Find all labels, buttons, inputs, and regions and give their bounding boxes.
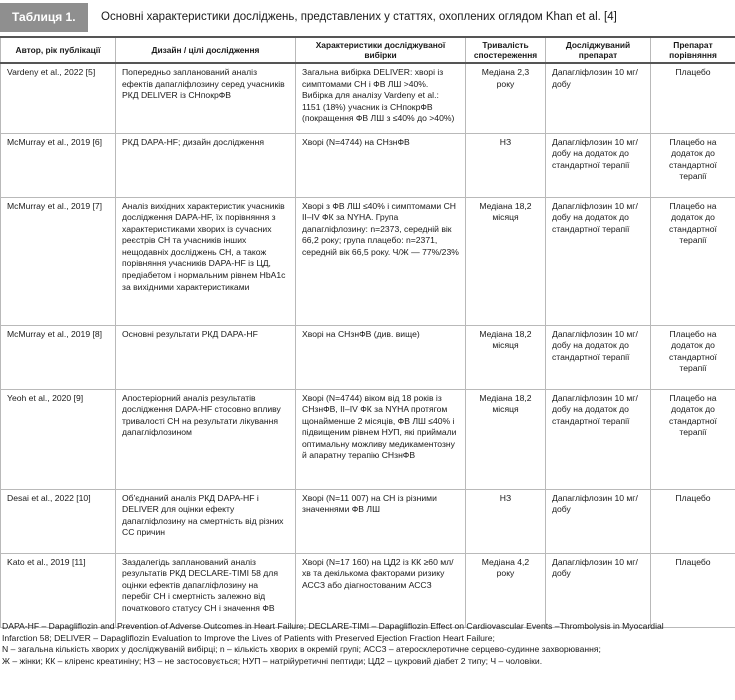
cell-comparator: Плацебо на додаток до стандартної терапії xyxy=(651,133,735,197)
cell-drug: Дапагліфлозин 10 мг/добу на додаток до стандартної терапії xyxy=(546,389,651,489)
table-header-row xyxy=(1,37,735,63)
footnote-line: N – загальна кількість хворих у досліджуваній вибірці; n – кількість хворих в окремій групі; АССЗ – атеросклеротичне серцево-судинне захворювання; xyxy=(2,644,601,655)
cell-population: Хворі (N=4744) віком від 18 років із СНзнФВ, II–IV ФК за NYHA протягом щонайменше 2 місяців, ФВ ЛШ ≤40% і підвищеним рівнем НУП, які приймали оптимальну можливу медикаментозну й апаратну терапію СНзнФВ xyxy=(296,389,466,489)
cell-author: Desai et al., 2022 [10] xyxy=(1,489,116,553)
cell-design: Апостеріорний аналіз результатів дослідження DAPA-HF стосовно впливу тривалості СН на результати лікування дапагліфлозином xyxy=(116,389,296,489)
cell-design: Заздалегідь запланований аналіз результатів РКД DECLARE-TIMI 58 для оцінки ефектів дапагліфлозину на перебіг СН і смертність залежно від початкового статусу СН і значення ФВ xyxy=(116,553,296,627)
cell-comparator: Плацебо xyxy=(651,553,735,627)
table-row xyxy=(1,197,735,325)
cell-author: McMurray et al., 2019 [7] xyxy=(1,197,116,325)
header-drug: Досліджуваний препарат xyxy=(546,37,651,63)
cell-author: Yeoh et al., 2020 [9] xyxy=(1,389,116,489)
table-row xyxy=(1,389,735,489)
footnote-line: DAPA-HF – Dapagliflozin and Prevention of Adverse Outcomes in Heart Failure; DECLARE-TIMI – Dapagliflozin Effect on Cardiovascular Events –Thrombolysis in Myocardial xyxy=(2,621,664,631)
table-row xyxy=(1,325,735,389)
table-row xyxy=(1,553,735,627)
cell-duration: НЗ xyxy=(466,489,546,553)
cell-design: Аналіз вихідних характеристик учасників дослідження DAPA-HF, їх порівняння з характеристиками хворих із сучасних реєстрів СН та учасників інших нещодавніх досліджень СН, а також порівняння учасників DAPA-HF із ЦД, предіабетом і нормальним рівнем HbA1c за вихідними характеристиками xyxy=(116,197,296,325)
table-row xyxy=(1,133,735,197)
cell-comparator: Плацебо xyxy=(651,63,735,133)
table-row xyxy=(1,63,735,133)
cell-population: Хворі з ФВ ЛШ ≤40% і симптомами СН II–IV ФК за NYHA. Група дапагліфлозину: n=2373, середній вік 66,2 року; група плацебо: n=2371, середній вік 66,5 року. Ч/Ж — 77%/23% xyxy=(296,197,466,325)
cell-design: Об'єднаний аналіз РКД DAPA-HF і DELIVER для оцінки ефекту дапагліфлозину на смертність від різних СС причин xyxy=(116,489,296,553)
table-footnotes xyxy=(0,621,735,667)
cell-population: Хворі на СНзнФВ (див. вище) xyxy=(296,325,466,389)
cell-drug: Дапагліфлозин 10 мг/добу xyxy=(546,63,651,133)
cell-duration: Медіана 2,3 року xyxy=(466,63,546,133)
cell-drug: Дапагліфлозин 10 мг/добу xyxy=(546,489,651,553)
cell-comparator: Плацебо xyxy=(651,489,735,553)
cell-duration: Медіана 4,2 року xyxy=(466,553,546,627)
cell-design: Основні результати РКД DAPA-HF xyxy=(116,325,296,389)
header-duration: Тривалість спостереження xyxy=(466,37,546,63)
header-author: Автор, рік публікації xyxy=(1,37,116,63)
cell-design: РКД DAPA-HF; дизайн дослідження xyxy=(116,133,296,197)
cell-author: McMurray et al., 2019 [6] xyxy=(1,133,116,197)
cell-duration: Медіана 18,2 місяця xyxy=(466,325,546,389)
cell-population: Хворі (N=11 007) на СН із різними значеннями ФВ ЛШ xyxy=(296,489,466,553)
header-population: Характеристики досліджуваної вибірки xyxy=(296,37,466,63)
cell-design: Попередньо запланований аналіз ефектів дапагліфлозину серед учасників РКД DELIVER із СНпокрФВ xyxy=(116,63,296,133)
cell-comparator: Плацебо на додаток до стандартної терапії xyxy=(651,197,735,325)
cell-drug: Дапагліфлозин 10 мг/добу на додаток до стандартної терапії xyxy=(546,197,651,325)
table-row xyxy=(1,489,735,553)
header-comparator: Препарат порівняння xyxy=(651,37,735,63)
cell-duration: Медіана 18,2 місяця xyxy=(466,197,546,325)
table-caption xyxy=(0,0,735,34)
table-caption-label: Таблиця 1. xyxy=(0,3,88,32)
cell-duration: НЗ xyxy=(466,133,546,197)
cell-author: McMurray et al., 2019 [8] xyxy=(1,325,116,389)
cell-population: Хворі (N=17 160) на ЦД2 із КК ≥60 мл/хв та декількома факторами ризику АССЗ або діагностованим АССЗ xyxy=(296,553,466,627)
cell-drug: Дапагліфлозин 10 мг/добу xyxy=(546,553,651,627)
footnote-line: Infarction 58; DELIVER – Dapagliflozin Evaluation to Improve the Lives of Patients with Preserved Ejection Fraction Heart Failure; xyxy=(2,632,495,643)
studies-table xyxy=(0,36,735,628)
cell-author: Vardeny et al., 2022 [5] xyxy=(1,63,116,133)
cell-author: Kato et al., 2019 [11] xyxy=(1,553,116,627)
cell-population: Хворі (N=4744) на СНзнФВ xyxy=(296,133,466,197)
table-caption-title: Основні характеристики досліджень, представлених у статтях, охоплених оглядом Khan et al. [4] xyxy=(101,11,617,23)
cell-drug: Дапагліфлозин 10 мг/добу на додаток до стандартної терапії xyxy=(546,325,651,389)
cell-drug: Дапагліфлозин 10 мг/добу на додаток до стандартної терапії xyxy=(546,133,651,197)
cell-comparator: Плацебо на додаток до стандартної терапії xyxy=(651,325,735,389)
header-design: Дизайн / цілі дослідження xyxy=(116,37,296,63)
cell-population: Загальна вибірка DELIVER: хворі із симптомами СН і ФВ ЛШ >40%. Вибірка для аналізу Vardeny et al.: 1151 (18%) учасник із СНпокрФВ (покращення ФВ ЛШ з ≤40% до >40%) xyxy=(296,63,466,133)
footnote-line: Ж – жінки; КК – кліренс креатиніну; НЗ – не застосовується; НУП – натрійуретичні пептиди; ЦД2 – цукровий діабет 2 типу; Ч – чоловіки. xyxy=(2,655,543,666)
cell-comparator: Плацебо на додаток до стандартної терапії xyxy=(651,389,735,489)
cell-duration: Медіана 18,2 місяця xyxy=(466,389,546,489)
